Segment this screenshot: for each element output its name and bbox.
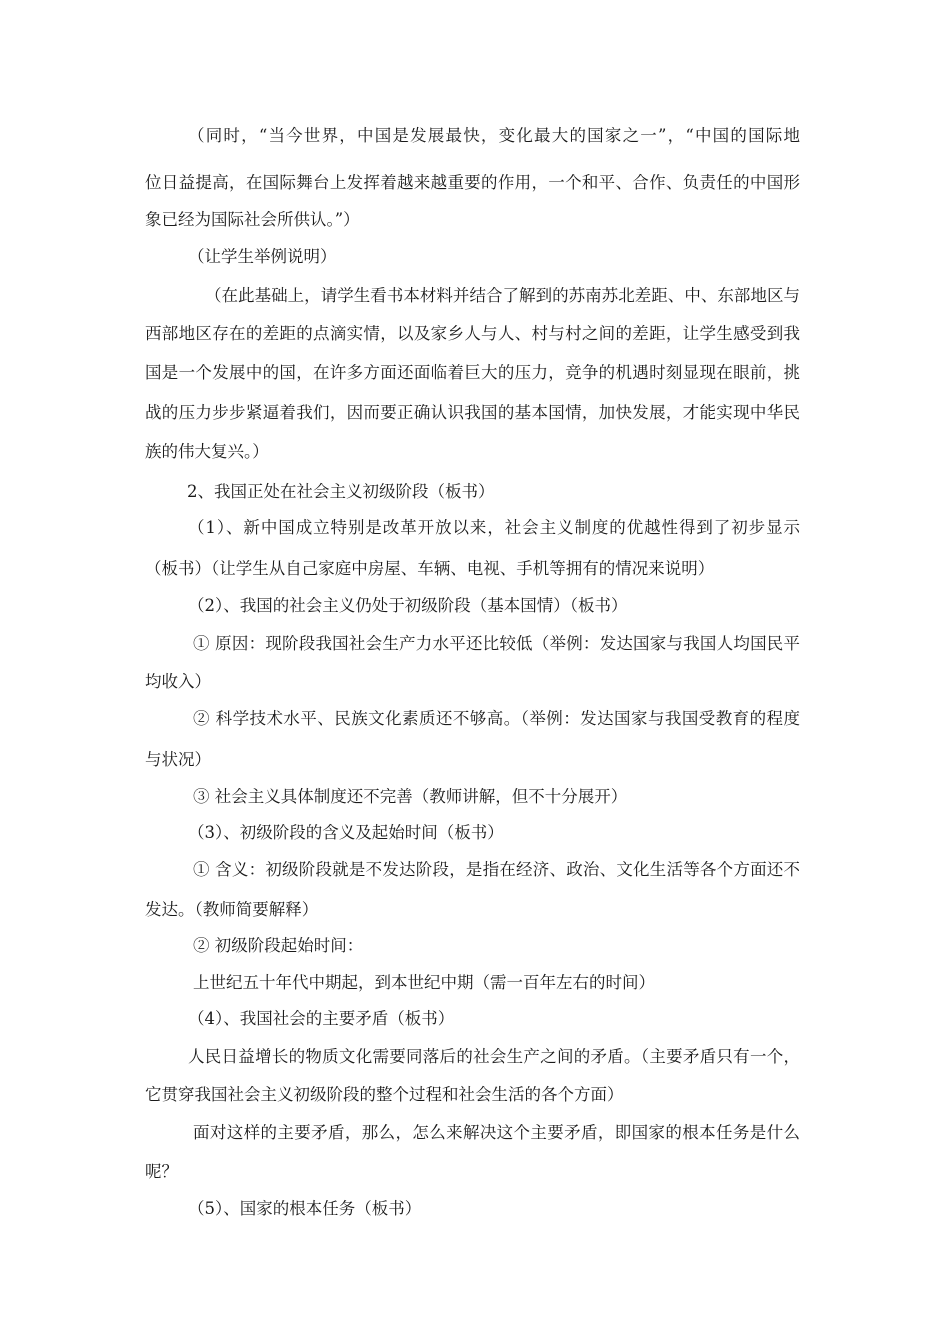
text-line: 呢？ <box>145 1162 178 1181</box>
text-line: （5）、国家的根本任务（板书） <box>188 1199 422 1218</box>
text-line: 发达。（教师简要解释） <box>145 900 319 919</box>
text-line: （1）、新中国成立特别是改革开放以来，社会主义制度的优越性得到了初步显示 <box>188 518 800 537</box>
text-line: （在此基础上，请学生看书本材料并结合了解到的苏南苏北差距、中、东部地区与 <box>205 286 800 305</box>
text-line: 上世纪五十年代中期起，到本世纪中期（需一百年左右的时间） <box>193 973 655 992</box>
text-line: 族的伟大复兴。） <box>145 442 269 461</box>
text-line: ② 科学技术水平、民族文化素质还不够高。（举例：发达国家与我国受教育的程度 <box>193 709 800 728</box>
text-line: ① 含义：初级阶段就是不发达阶段，是指在经济、政治、文化生活等各个方面还不 <box>193 860 800 879</box>
text-line: 西部地区存在的差距的点滴实情，以及家乡人与人、村与村之间的差距，让学生感受到我 <box>145 324 800 343</box>
text-line: ① 原因：现阶段我国社会生产力水平还比较低（举例：发达国家与我国人均国民平 <box>193 634 800 653</box>
text-line: 国是一个发展中的国，在许多方面还面临着巨大的压力，竞争的机遇时刻显现在眼前，挑 <box>145 363 800 382</box>
text-line: 与状况） <box>145 750 211 769</box>
section-heading: 2、我国正处在社会主义初级阶段（板书） <box>187 482 495 501</box>
text-line: 人民日益增长的物质文化需要同落后的社会生产之间的矛盾。（主要矛盾只有一个， <box>188 1047 800 1066</box>
text-line: ② 初级阶段起始时间： <box>193 936 364 955</box>
text-line: （4）、我国社会的主要矛盾（板书） <box>188 1009 455 1028</box>
text-line: ③ 社会主义具体制度还不完善（教师讲解，但不十分展开） <box>193 787 628 806</box>
text-line: （同时，“当今世界，中国是发展最快，变化最大的国家之一”，“中国的国际地 <box>188 126 800 145</box>
text-line: （2）、我国的社会主义仍处于初级阶段（基本国情）（板书） <box>188 596 628 615</box>
text-line: 象已经为国际社会所供认。”） <box>145 210 360 229</box>
text-line: 战的压力步步紧逼着我们，因而要正确认识我国的基本国情，加快发展，才能实现中华民 <box>145 403 800 422</box>
text-line: （让学生举例说明） <box>188 247 337 266</box>
text-line: 位日益提高，在国际舞台上发挥着越来越重要的作用，一个和平、合作、负责任的中国形 <box>145 173 800 192</box>
text-line: 它贯穿我国社会主义初级阶段的整个过程和社会生活的各个方面） <box>145 1085 624 1104</box>
text-line: 均收入） <box>145 672 211 691</box>
text-line: 面对这样的主要矛盾，那么，怎么来解决这个主要矛盾，即国家的根本任务是什么 <box>193 1123 800 1142</box>
text-line: （3）、初级阶段的含义及起始时间（板书） <box>188 823 504 842</box>
text-line: （板书）（让学生从自己家庭中房屋、车辆、电视、手机等拥有的情况来说明） <box>145 559 715 578</box>
